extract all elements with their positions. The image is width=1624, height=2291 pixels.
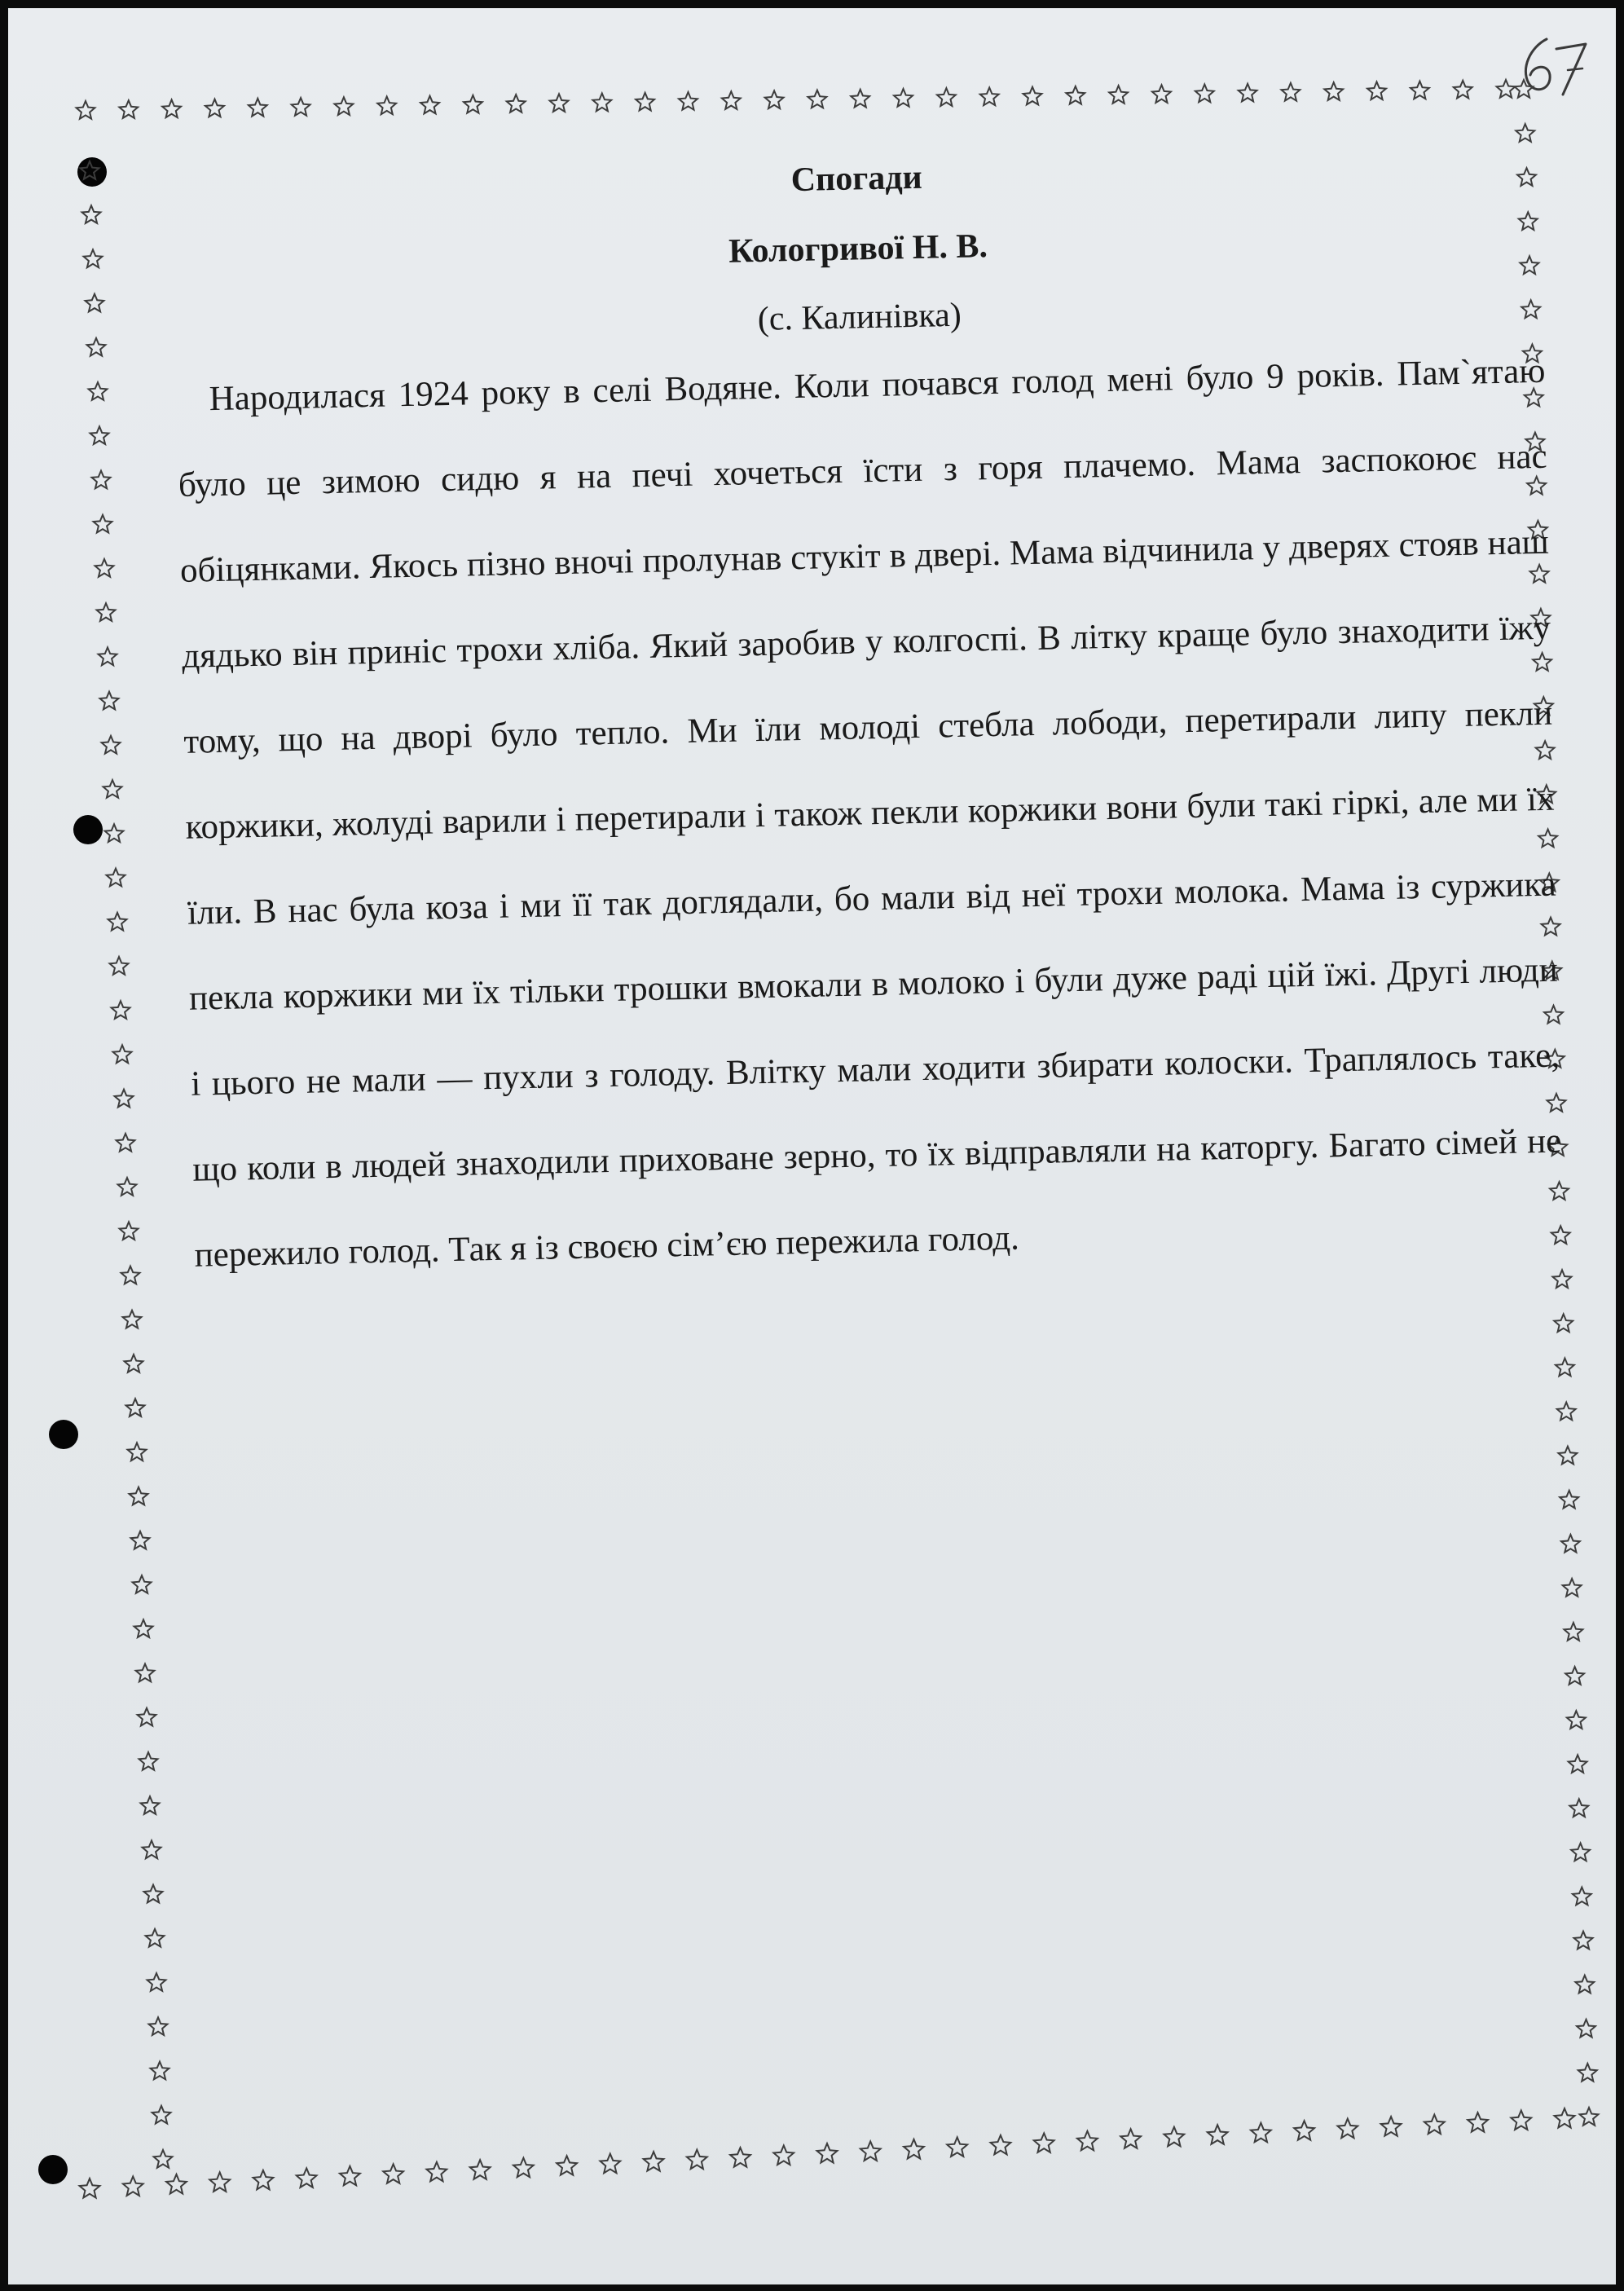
star-outline-icon [679, 92, 698, 110]
star-outline-icon [383, 2164, 403, 2183]
star-outline-icon [1424, 2115, 1445, 2135]
star-outline-icon [636, 93, 654, 111]
star-outline-icon [144, 1885, 163, 1903]
star-outline-icon [90, 426, 109, 444]
star-outline-icon [292, 98, 310, 116]
star-outline-icon [151, 2062, 169, 2080]
star-outline-icon [1575, 1976, 1594, 1994]
star-outline-icon [1563, 1579, 1582, 1597]
star-outline-icon [687, 2150, 707, 2170]
star-outline-icon [377, 97, 396, 115]
star-outline-icon [1251, 2123, 1271, 2143]
star-outline-icon [765, 90, 784, 108]
star-outline-icon [1571, 1844, 1590, 1861]
star-outline-icon [1208, 2125, 1228, 2144]
star-outline-icon [117, 1134, 135, 1152]
star-outline-icon [1556, 1359, 1574, 1377]
star-outline-icon [1574, 1932, 1593, 1950]
document-place: (с. Калинівка) [757, 296, 962, 338]
star-outline-icon [147, 1973, 166, 1991]
star-outline-icon [119, 100, 138, 118]
star-outline-icon [722, 91, 741, 109]
star-outline-icon [1066, 86, 1085, 104]
star-outline-icon [1338, 2119, 1358, 2139]
star-outline-icon [470, 2160, 491, 2179]
star-outline-icon [1567, 1711, 1586, 1729]
star-outline-icon [105, 824, 124, 842]
star-outline-icon [95, 559, 114, 577]
star-outline-icon [808, 90, 827, 108]
star-outline-icon [130, 1487, 148, 1505]
star-outline-icon [77, 101, 95, 119]
star-outline-icon [134, 1619, 153, 1637]
star-outline-icon [1077, 2131, 1098, 2151]
star-outline-icon [1411, 82, 1429, 99]
star-outline-icon [138, 1708, 156, 1726]
star-outline-icon [860, 2142, 881, 2161]
star-outline-icon [851, 90, 869, 108]
star-outline-icon [143, 1840, 161, 1858]
star-outline-icon [1555, 2108, 1575, 2128]
star-outline-icon [131, 1531, 150, 1549]
star-outline-icon [113, 1045, 132, 1063]
star-outline-icon [592, 94, 611, 112]
star-outline-icon [89, 382, 108, 400]
star-outline-icon [126, 1399, 145, 1416]
star-outline-icon [1560, 1491, 1578, 1509]
star-outline-icon [937, 88, 956, 106]
star-outline-icon [297, 2168, 317, 2187]
star-outline-icon [340, 2166, 360, 2186]
star-outline-icon [980, 88, 999, 106]
star-outline-icon [1553, 1270, 1572, 1288]
document-title: Спогади [790, 158, 923, 200]
star-outline-icon [601, 2154, 621, 2174]
star-outline-icon [107, 869, 125, 887]
star-outline-icon [118, 1178, 137, 1196]
star-outline-icon [1569, 1799, 1588, 1817]
star-outline-icon [817, 2143, 838, 2163]
star-outline-icon [1569, 1755, 1587, 1773]
star-outline-icon [730, 2148, 750, 2167]
star-outline-icon [141, 1796, 160, 1814]
star-outline-icon [1324, 82, 1343, 100]
star-outline-icon [115, 1090, 134, 1108]
star-outline-icon [1109, 86, 1128, 104]
star-outline-icon [81, 161, 99, 179]
star-outline-icon [120, 1222, 139, 1240]
star-outline-icon [335, 97, 354, 115]
star-outline-icon [1023, 87, 1042, 105]
star-outline-icon [1468, 2113, 1488, 2132]
star-outline-icon [84, 249, 103, 267]
star-outline-icon [112, 1001, 130, 1019]
star-outline-icon [123, 1311, 142, 1328]
document-text [171, 110, 1564, 1298]
star-outline-icon [1511, 2111, 1531, 2130]
star-outline-icon [136, 1664, 155, 1682]
star-outline-icon [1120, 2129, 1141, 2148]
star-outline-icon [100, 692, 119, 710]
star-outline-icon [139, 1752, 158, 1770]
star-outline-icon [253, 2170, 274, 2190]
star-outline-icon [121, 1267, 140, 1284]
star-outline-icon [123, 2177, 143, 2196]
star-outline-icon [1152, 85, 1171, 103]
star-outline-icon [1561, 1535, 1580, 1553]
star-outline-icon [1578, 2064, 1597, 2082]
star-outline-icon [154, 2150, 173, 2168]
star-outline-icon [947, 2137, 967, 2157]
star-outline-icon [1580, 2108, 1599, 2126]
star-outline-icon [1034, 2133, 1054, 2152]
star-outline-icon [110, 957, 129, 975]
star-outline-icon [773, 2146, 794, 2165]
document-body: Народилася 1924 року в селі Водяне. Коли почався голод мені було 9 років. Пам`ятаю було це зимою сидю я на печі хочеться їсти з горя плачемо. Мама заспокоює нас обіцянками. Якось пізно вночі пролунав стукіт в двері. Мама відчинила у дверях стояв наш дядько він приніс трохи хліба. Який заробив у колгоспі. В літку краще було знаходити їжу тому, що на дворі було тепло. Ми їли молоді стебла лободи, перетирали липу пекли коржики, жолуді варили і перетирали і також пекли коржики вони були такі гіркі, але ми їх їли. В нас була коза і ми її так доглядали, бо мали від неї трохи молока. Мама із суржика пекла коржики ми їх тільки трошки вмокали в молоко і були дуже раді цій їжі. Другі люди і цього не мали — пухли з голоду. Влітку мали ходити збирати колоски. Траплялось таке, що коли в людей знаходили приховане зерно, то їх відправляли на каторгу. Багато сімей не пережило голод. Так я із своєю сім’єю пережила голод. [178, 351, 1562, 1275]
star-outline-icon [1497, 80, 1516, 98]
star-outline-icon [166, 2174, 187, 2194]
star-outline-icon [644, 2152, 664, 2171]
star-outline-icon [94, 515, 112, 533]
star-outline-icon [1559, 1447, 1578, 1465]
star-outline-icon [152, 2106, 171, 2124]
star-outline-icon [82, 205, 101, 223]
star-outline-icon [894, 89, 913, 107]
star-outline-icon [1565, 1667, 1584, 1685]
star-outline-icon [97, 603, 116, 621]
star-outline-icon [99, 647, 117, 665]
star-outline-icon [420, 96, 439, 114]
star-outline-icon [1195, 85, 1214, 103]
star-outline-icon [1367, 82, 1386, 99]
star-outline-icon [92, 471, 111, 489]
star-outline-icon [991, 2135, 1011, 2155]
star-outline-icon [162, 99, 181, 117]
star-outline-icon [87, 338, 106, 356]
document-page [8, 8, 1616, 2284]
star-outline-icon [1565, 1623, 1583, 1641]
star-outline-icon [249, 99, 267, 117]
star-outline-icon [102, 736, 121, 754]
star-outline-icon [149, 2017, 168, 2035]
star-outline-icon [103, 780, 122, 798]
star-outline-icon [1515, 80, 1534, 98]
star-outline-icon [464, 95, 482, 113]
star-outline-icon [427, 2162, 447, 2182]
star-outline-icon [1577, 2020, 1595, 2038]
document-subtitle: Кологривої Н. В. [728, 227, 988, 271]
star-outline-icon [108, 913, 127, 931]
star-outline-icon [513, 2158, 534, 2178]
star-outline-icon [1282, 83, 1301, 101]
star-outline-icon [128, 1443, 147, 1461]
star-outline-icon [80, 2179, 100, 2198]
star-outline-icon [1381, 2117, 1402, 2136]
star-outline-icon [1294, 2121, 1314, 2140]
star-outline-icon [209, 2172, 230, 2192]
star-outline-icon [125, 1355, 143, 1372]
star-outline-icon [146, 1929, 165, 1947]
star-outline-icon [205, 99, 224, 117]
star-outline-icon [86, 294, 104, 312]
star-outline-icon [507, 95, 526, 112]
star-outline-icon [550, 94, 569, 112]
star-outline-icon [1573, 1888, 1591, 1905]
star-outline-icon [904, 2139, 924, 2159]
star-outline-icon [1454, 81, 1472, 99]
star-outline-icon [1239, 84, 1257, 102]
star-outline-icon [1164, 2127, 1185, 2147]
star-outline-icon [1554, 1314, 1573, 1332]
star-outline-icon [557, 2156, 577, 2175]
star-outline-icon [133, 1575, 152, 1593]
star-outline-icon [1557, 1403, 1576, 1421]
